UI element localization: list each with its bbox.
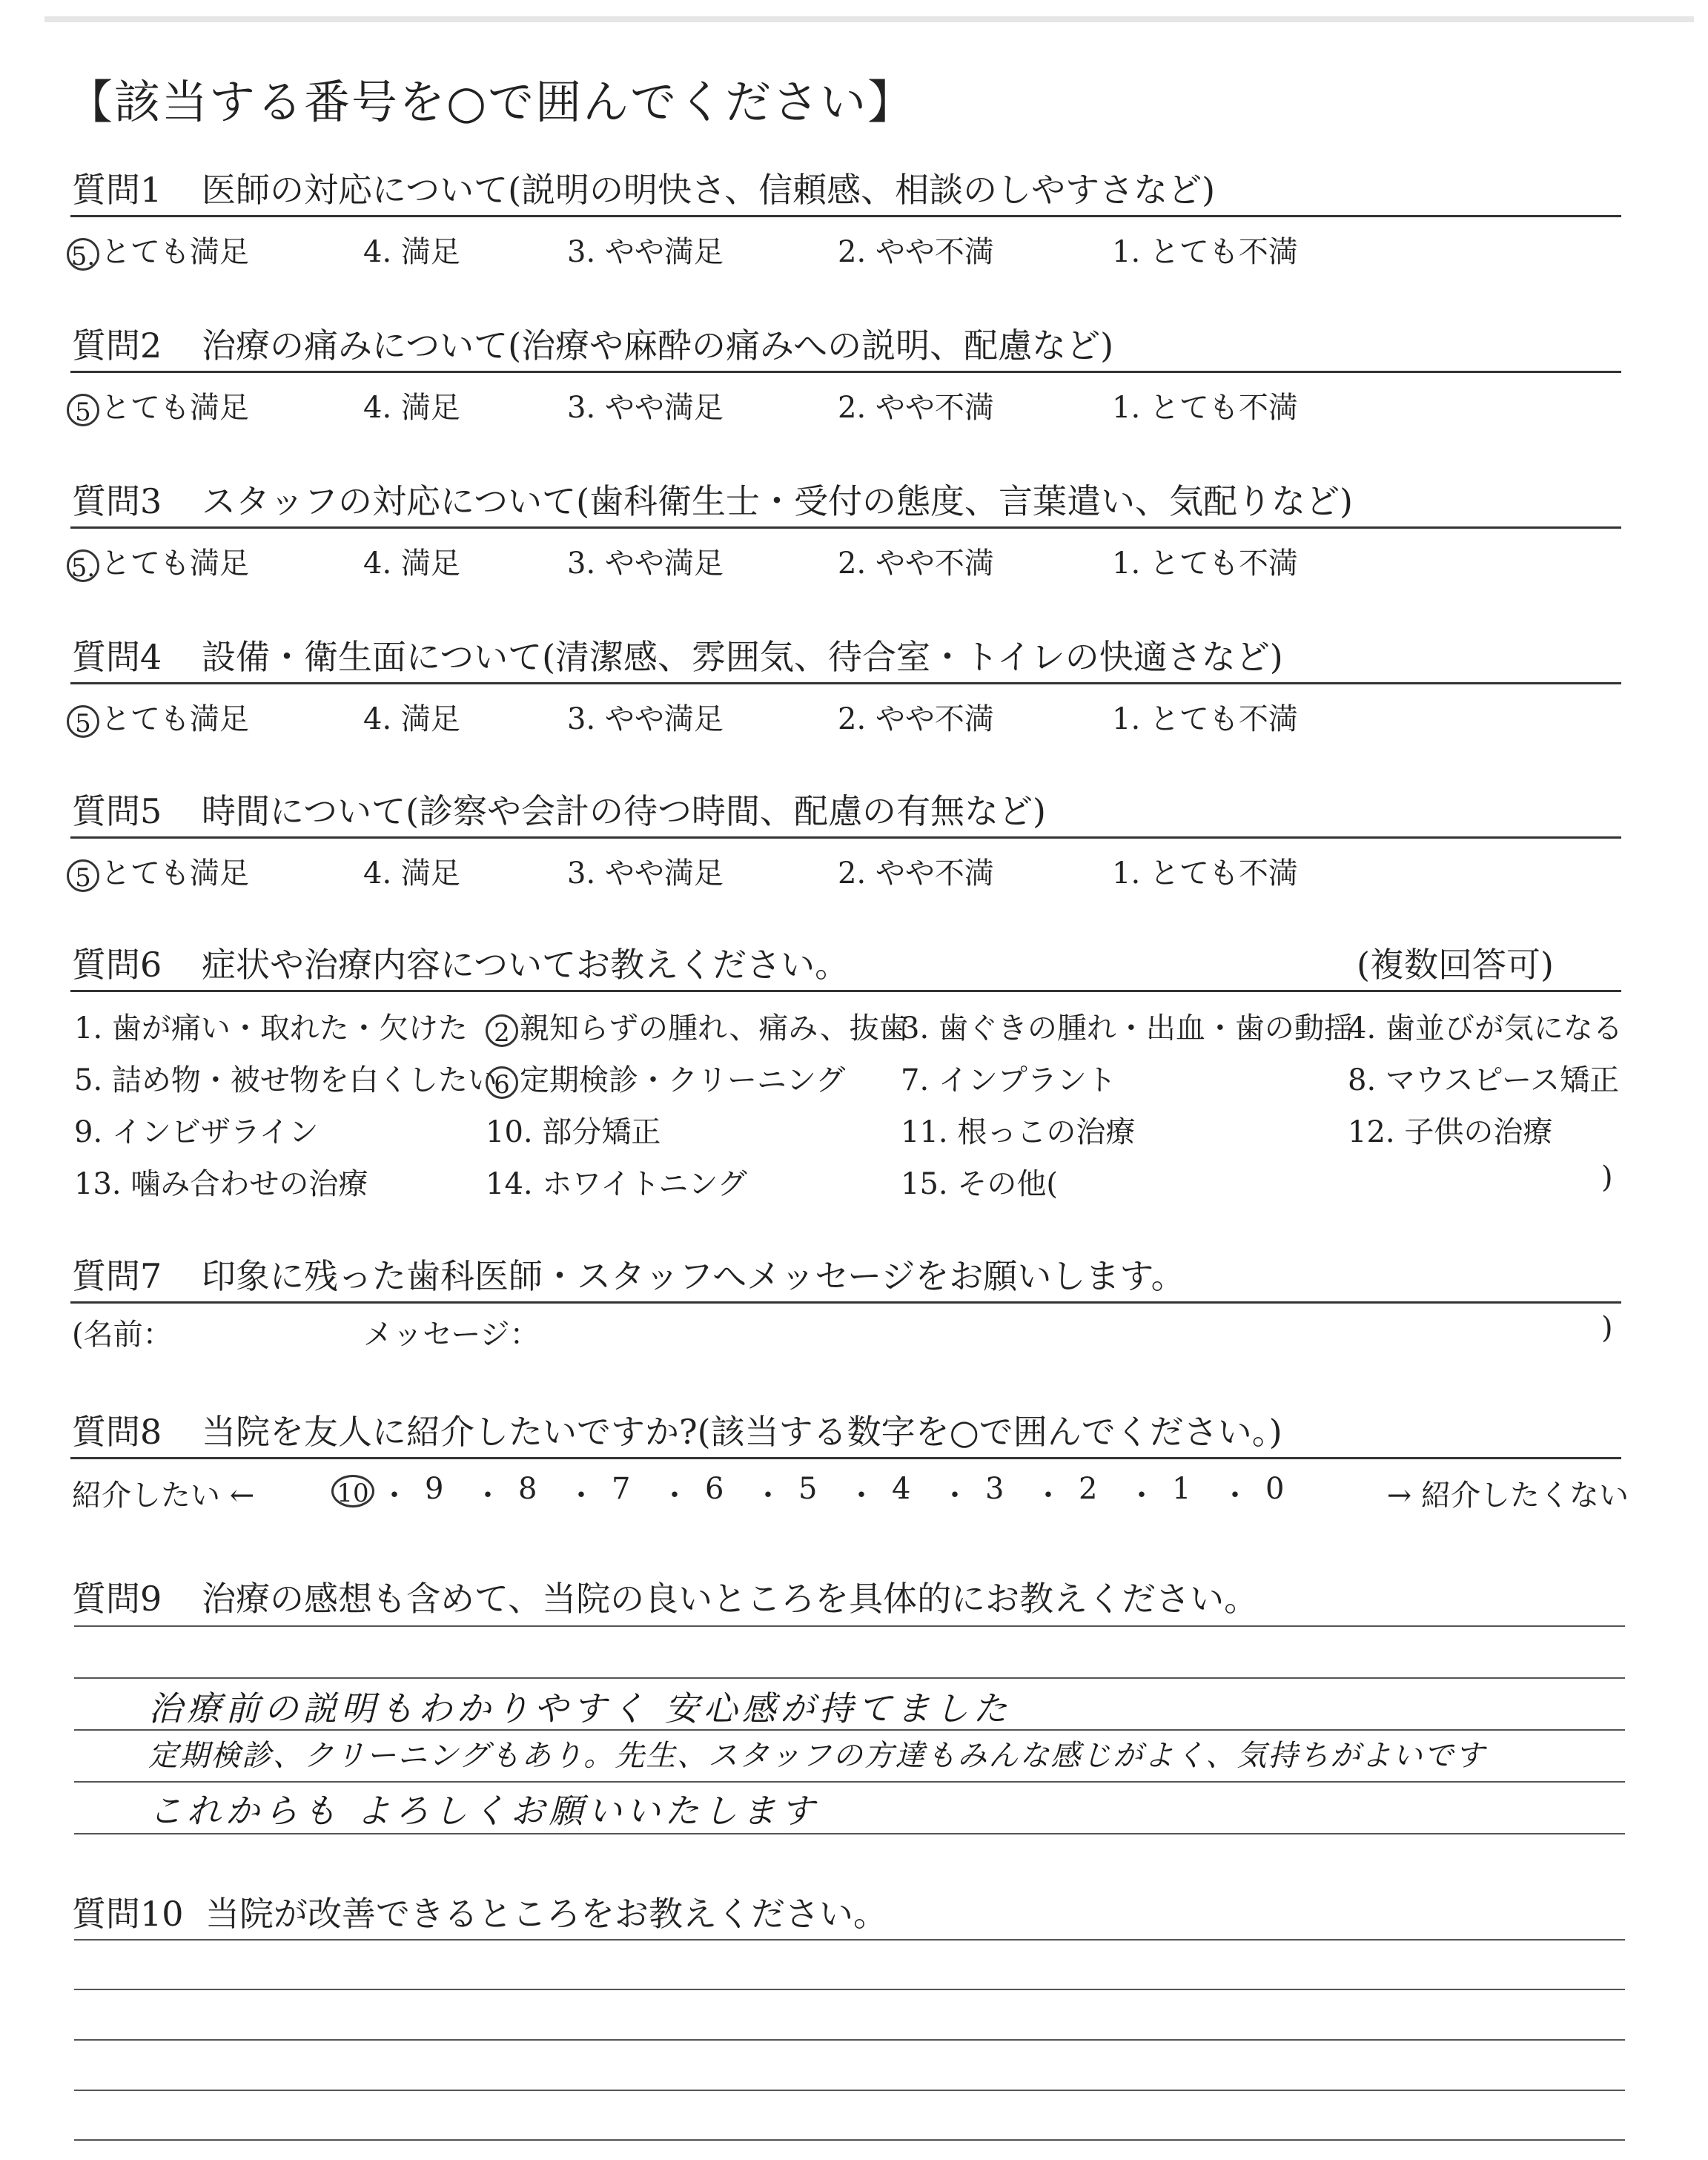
- symptom-option[interactable]: 14. ホワイトニング: [486, 1167, 747, 1201]
- answer-line: [74, 2139, 1625, 2141]
- rating-option[interactable]: 2. やや不満: [838, 391, 994, 425]
- circled-answer: 5: [67, 859, 99, 892]
- rating-option[interactable]: 2. やや不満: [838, 702, 994, 736]
- rating-option-label: とても満足: [101, 546, 249, 581]
- rating-option[interactable]: 2. やや不満: [838, 546, 994, 581]
- symptom-option[interactable]: 3. 歯ぐきの腫れ・出血・歯の動揺: [901, 1011, 1354, 1046]
- rating-option[interactable]: 2. やや不満: [838, 235, 994, 269]
- circled-answer: 10: [331, 1475, 374, 1507]
- rating-option[interactable]: [67, 384, 249, 426]
- rule: [70, 990, 1621, 992]
- rating-option[interactable]: 1. とても不満: [1112, 856, 1298, 891]
- rating-option-label: とても満足: [101, 235, 249, 269]
- rule: [70, 836, 1621, 839]
- question-text: 設備・衛生面について(清潔感、雰囲気、待合室・トイレの快適さなど): [202, 637, 1283, 677]
- circled-answer: 2: [486, 1014, 518, 1047]
- rule: [70, 682, 1621, 684]
- scale-number[interactable]: 2: [1079, 1472, 1098, 1506]
- rating-option[interactable]: 1. とても不満: [1112, 702, 1298, 736]
- answer-line: [74, 2090, 1625, 2091]
- rating-option[interactable]: [67, 850, 249, 892]
- rating-option[interactable]: [67, 540, 249, 582]
- rating-option-label: とても満足: [101, 702, 249, 736]
- circled-answer: 5.: [67, 549, 99, 582]
- question-8-heading: [72, 1405, 1282, 1454]
- question-5-heading: [72, 785, 1046, 833]
- symptom-option[interactable]: 7. インプラント: [901, 1063, 1116, 1097]
- question-1-heading: [72, 163, 1215, 212]
- question-text: 時間について(診察や会計の待つ時間、配慮の有無など): [202, 791, 1046, 831]
- name-label: (名前：: [72, 1318, 173, 1352]
- recommend-scale: [72, 1464, 1629, 1513]
- symptom-option-label: 定期検診・クリーニング: [520, 1063, 846, 1097]
- answer-line: [74, 1989, 1625, 1990]
- scale-separator: ・: [753, 1479, 783, 1513]
- question-text: 治療の痛みについて(治療や麻酔の痛みへの説明、配慮など): [202, 326, 1114, 366]
- handwritten-answer-line: 定期検診、クリーニングもあり。先生、スタッフの方達もみんな感じがよく、気持ちがよいです: [148, 1739, 1486, 1773]
- rule: [70, 1301, 1621, 1304]
- rating-option[interactable]: [67, 696, 249, 738]
- circled-answer: 6: [486, 1066, 518, 1099]
- rating-option[interactable]: 3. やや満足: [567, 391, 724, 425]
- scale-number[interactable]: 9: [425, 1472, 444, 1506]
- scale-separator: ・: [1127, 1479, 1156, 1513]
- question-4-heading: [72, 630, 1283, 679]
- scale-separator: ・: [566, 1479, 596, 1513]
- question-number: 質問2: [72, 326, 162, 366]
- question-number: 質問1: [72, 170, 162, 210]
- circled-answer: 5: [67, 705, 99, 738]
- symptom-option[interactable]: 12. 子供の治療: [1348, 1115, 1553, 1149]
- symptom-option-label: 親知らずの腫れ、痛み、抜歯: [520, 1011, 909, 1046]
- rating-option[interactable]: 4. 満足: [363, 546, 460, 581]
- question-6-heading: [72, 938, 849, 987]
- rule: [70, 526, 1621, 529]
- handwritten-answer-line: これからも よろしくお願いいたします: [148, 1791, 819, 1831]
- scale-number[interactable]: 6: [705, 1472, 724, 1506]
- question-9-heading: [72, 1572, 1258, 1621]
- question-text: 治療の感想も含めて、当院の良いところを具体的にお教えください。: [202, 1579, 1259, 1619]
- form-title: 【該当する番号を○で囲んでください】: [67, 75, 916, 129]
- rule: [70, 215, 1621, 217]
- question-number: 質問4: [72, 637, 162, 677]
- scale-separator: ・: [380, 1479, 409, 1513]
- question-number: 質問9: [72, 1579, 162, 1619]
- symptom-option: ): [1601, 1160, 1613, 1195]
- question-number: 質問3: [72, 481, 162, 521]
- question-number: 質問5: [72, 791, 162, 831]
- question-7-heading: [72, 1249, 1185, 1298]
- rating-option[interactable]: 1. とても不満: [1112, 546, 1298, 581]
- question-text: スタッフの対応について(歯科衛生士・受付の態度、言葉遣い、気配りなど): [202, 481, 1353, 521]
- top-border: [44, 16, 1694, 22]
- symptom-option[interactable]: 15. その他(: [901, 1167, 1058, 1201]
- rule: [70, 1457, 1621, 1459]
- symptom-option[interactable]: 8. マウスピース矯正: [1348, 1063, 1620, 1097]
- answer-line: [74, 2039, 1625, 2041]
- scale-number[interactable]: 1: [1172, 1472, 1191, 1506]
- rating-option[interactable]: 1. とても不満: [1112, 391, 1298, 425]
- close-paren: ): [1601, 1311, 1613, 1345]
- question-2-heading: [72, 319, 1113, 368]
- question-10-heading: [72, 1887, 887, 1936]
- rating-option[interactable]: 4. 満足: [363, 235, 460, 269]
- rating-option-label: とても満足: [101, 391, 249, 425]
- rating-option[interactable]: 1. とても不満: [1112, 235, 1298, 269]
- answer-line: [74, 1625, 1625, 1627]
- multiple-answer-hint: (複数回答可): [1357, 945, 1554, 985]
- answer-line: [74, 1677, 1625, 1679]
- rating-option[interactable]: 4. 満足: [363, 702, 460, 736]
- rating-option[interactable]: 3. やや満足: [567, 702, 724, 736]
- answer-line: [74, 1939, 1625, 1941]
- rating-option[interactable]: 4. 満足: [363, 391, 460, 425]
- question-number: 質問6: [72, 945, 162, 985]
- scale-number[interactable]: 5: [798, 1472, 818, 1506]
- rating-option[interactable]: 3. やや満足: [567, 546, 724, 581]
- scale-separator: ・: [940, 1479, 970, 1513]
- scale-left-label: 紹介したい ←: [72, 1479, 255, 1513]
- handwritten-answer-line: 治療前の説明もわかりやすく 安心感が持てました: [148, 1688, 1012, 1728]
- scale-number[interactable]: 8: [518, 1472, 537, 1506]
- scale-number[interactable]: 7: [612, 1472, 631, 1506]
- symptom-option[interactable]: 9. インビザライン: [74, 1115, 319, 1149]
- rating-option[interactable]: 2. やや不満: [838, 856, 994, 891]
- symptom-option[interactable]: [486, 1005, 909, 1047]
- symptom-option[interactable]: 4. 歯並びが気になる: [1348, 1011, 1623, 1046]
- scale-number[interactable]: 3: [985, 1472, 1004, 1506]
- scale-separator: ・: [847, 1479, 876, 1513]
- question-text: 印象に残った歯科医師・スタッフへメッセージをお願いします。: [202, 1256, 1185, 1296]
- symptom-option[interactable]: 10. 部分矯正: [486, 1115, 661, 1149]
- rating-option[interactable]: [67, 228, 249, 271]
- rule: [70, 371, 1621, 373]
- scale-number[interactable]: 4: [892, 1472, 911, 1506]
- symptom-option[interactable]: [486, 1057, 845, 1099]
- scale-separator: ・: [660, 1479, 689, 1513]
- rating-option[interactable]: 3. やや満足: [567, 235, 724, 269]
- symptom-option[interactable]: 1. 歯が痛い・取れた・欠けた: [74, 1011, 468, 1046]
- question-text: 症状や治療内容についてお教えください。: [202, 945, 850, 985]
- question-text: 当院を友人に紹介したいですか?(該当する数字を○で囲んでください。): [202, 1412, 1282, 1452]
- rating-option[interactable]: 4. 満足: [363, 856, 460, 891]
- question-text: 医師の対応について(説明の明快さ、信頼感、相談のしやすさなど): [202, 170, 1216, 210]
- question-number: 質問7: [72, 1256, 162, 1296]
- answer-line: [74, 1833, 1625, 1834]
- scale-separator: ・: [473, 1479, 503, 1513]
- scale-right-label: → 紹介したくない: [1386, 1479, 1629, 1513]
- symptom-option[interactable]: 13. 噛み合わせの治療: [74, 1167, 368, 1201]
- symptom-option[interactable]: 5. 詰め物・被せ物を白くしたい: [74, 1063, 497, 1097]
- question-number: 質問8: [72, 1412, 162, 1452]
- rating-option[interactable]: 3. やや満足: [567, 856, 724, 891]
- question-3-heading: [72, 475, 1353, 524]
- question-number: 質問10: [72, 1894, 184, 1934]
- scale-number[interactable]: 0: [1265, 1472, 1285, 1506]
- scale-number[interactable]: [331, 1472, 376, 1507]
- scale-separator: ・: [1033, 1479, 1063, 1513]
- symptom-option[interactable]: 11. 根っこの治療: [901, 1115, 1136, 1149]
- answer-line: [74, 1781, 1625, 1783]
- message-label: メッセージ：: [363, 1318, 540, 1352]
- circled-answer: 5: [67, 394, 99, 426]
- scale-separator: ・: [1220, 1479, 1250, 1513]
- question-text: 当院が改善できるところをお教えください。: [205, 1894, 887, 1934]
- circled-answer: 5.: [67, 238, 99, 271]
- rating-option-label: とても満足: [101, 856, 249, 891]
